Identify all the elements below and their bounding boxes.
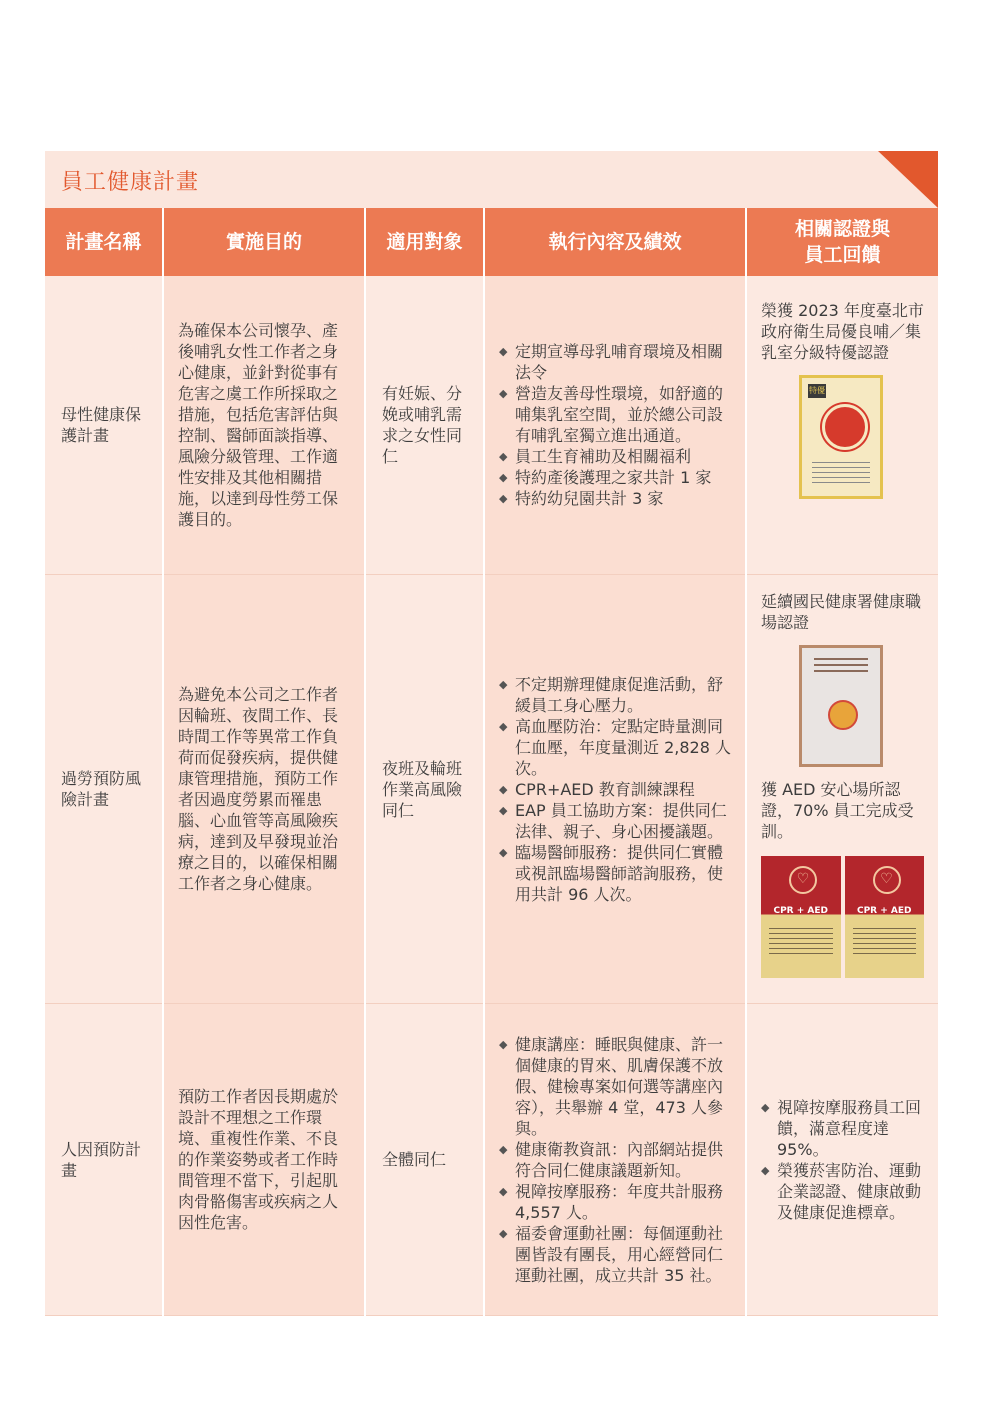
plan-items <box>484 276 746 575</box>
list-item: ◆ 營造友善母性環境，如舒適的哺集乳室空間，並於總公司設有哺乳室獨立進出通道。 <box>499 383 731 446</box>
healthy-workplace-certificate-image <box>799 645 883 767</box>
plan-feedback <box>746 1004 938 1316</box>
title-bar <box>45 151 938 208</box>
plan-name: 母性健康保護計畫 <box>45 276 163 575</box>
plan-target: 夜班及輪班作業高風險同仁 <box>365 575 484 1004</box>
header-content: 執行內容及績效 <box>484 208 746 276</box>
certification-text-aed: 獲 AED 安心場所認證，70% 員工完成受訓。 <box>761 780 914 841</box>
plan-target: 有妊娠、分娩或哺乳需求之女性同仁 <box>365 276 484 575</box>
header-certification-line2: 員工回饋 <box>804 244 881 266</box>
mother-child-logo-icon <box>822 404 868 450</box>
list-item: ◆ 視障按摩服務：年度共計服務 4,557 人。 <box>499 1181 731 1223</box>
list-item: ◆ EAP 員工協助方案：提供同仁法律、親子、身心困擾議題。 <box>499 800 731 842</box>
aed-certificates <box>761 856 924 978</box>
list-item: ◆ 特約產後護理之家共計 1 家 <box>499 467 731 488</box>
plan-target: 全體同仁 <box>365 1004 484 1316</box>
table-row <box>45 1004 938 1316</box>
corner-decoration <box>878 151 938 208</box>
plan-name: 過勞預防風險計畫 <box>45 575 163 1004</box>
certificate-fine-print <box>769 928 833 954</box>
heart-icon: ♡ <box>789 866 817 894</box>
aed-certificate-image <box>845 856 925 978</box>
header-certification-line1: 相關認證與 <box>794 218 890 240</box>
list-item: ◆ 特約幼兒園共計 3 家 <box>499 488 731 509</box>
page-title: 員工健康計畫 <box>61 170 200 195</box>
plan-certification <box>746 575 938 1004</box>
header-plan-name: 計畫名稱 <box>45 208 163 276</box>
list-item: ◆ 健康講座：睡眠與健康、許一個健康的胃來、肌膚保護不放假、健檢專案如何選等講座內容），共舉辦 4 堂，473 人參與。 <box>499 1034 731 1139</box>
certificate-heading-lines <box>814 658 868 676</box>
workplace-logo-icon <box>828 700 858 730</box>
special-grade-label: 特優 <box>808 384 826 398</box>
header-target: 適用對象 <box>365 208 484 276</box>
certificate-fine-print <box>812 462 870 484</box>
health-plan-table <box>45 208 938 1316</box>
header-purpose: 實施目的 <box>163 208 365 276</box>
list-item: ◆ 榮獲菸害防治、運動企業認證、健康啟動及健康促進標章。 <box>761 1160 924 1223</box>
list-item: ◆ 健康衛教資訊：內部網站提供符合同仁健康議題新知。 <box>499 1139 731 1181</box>
certification-text: 榮獲 2023 年度臺北市政府衛生局優良哺／集乳室分級特優認證 <box>761 301 924 362</box>
plan-certification <box>746 276 938 575</box>
plan-items <box>484 575 746 1004</box>
list-item: ◆ 定期宣導母乳哺育環境及相關法令 <box>499 341 731 383</box>
heart-icon: ♡ <box>873 866 901 894</box>
list-item: ◆ 不定期辦理健康促進活動，舒緩員工身心壓力。 <box>499 674 731 716</box>
aed-certificate-image <box>761 856 841 978</box>
table-header-row <box>45 208 938 276</box>
plan-purpose: 預防工作者因長期處於設計不理想之工作環境、重複性作業、不良的作業姿勢或者工作時間管理不當下，引起肌肉骨骼傷害或疾病之人因性危害。 <box>163 1004 365 1316</box>
list-item: ◆ 高血壓防治：定點定時量測同仁血壓，年度量測近 2,828 人次。 <box>499 716 731 779</box>
list-item: ◆ 視障按摩服務員工回饋，滿意程度達 95%。 <box>761 1097 924 1160</box>
list-item: ◆ 員工生育補助及相關福利 <box>499 446 731 467</box>
cpr-aed-label: CPR + AED <box>856 906 912 916</box>
header-certification <box>746 208 938 276</box>
plan-purpose: 為避免本公司之工作者因輪班、夜間工作、長時間工作等異常工作負荷而促發疾病，提供健康管理措施，預防工作者因過度勞累而罹患腦、心血管等高風險疾病，達到及早發現並治療之目的，以確保相關工作者之身心健康。 <box>163 575 365 1004</box>
breastfeeding-room-certificate-image <box>799 375 883 499</box>
plan-items <box>484 1004 746 1316</box>
list-item: ◆ 福委會運動社團：每個運動社團皆設有團長，用心經營同仁運動社團，成立共計 35 社。 <box>499 1223 731 1286</box>
plan-name: 人因預防計畫 <box>45 1004 163 1316</box>
table-row <box>45 575 938 1004</box>
cpr-aed-label: CPR + AED <box>773 906 829 916</box>
plan-purpose: 為確保本公司懷孕、產後哺乳女性工作者之身心健康，並針對從事有危害之虞工作所採取之措施，包括危害評估與控制、醫師面談指導、風險分級管理、工作適性安排及其他相關措施，以達到母性勞工保護目的。 <box>163 276 365 575</box>
list-item: ◆ CPR+AED 教育訓練課程 <box>499 779 731 800</box>
list-item: ◆ 臨場醫師服務：提供同仁實體或視訊臨場醫師諮詢服務，使用共計 96 人次。 <box>499 842 731 905</box>
certificate-fine-print <box>853 928 917 954</box>
certification-text: 延續國民健康署健康職場認證 <box>761 592 922 632</box>
health-plan-sheet <box>45 151 938 1316</box>
table-row <box>45 276 938 575</box>
